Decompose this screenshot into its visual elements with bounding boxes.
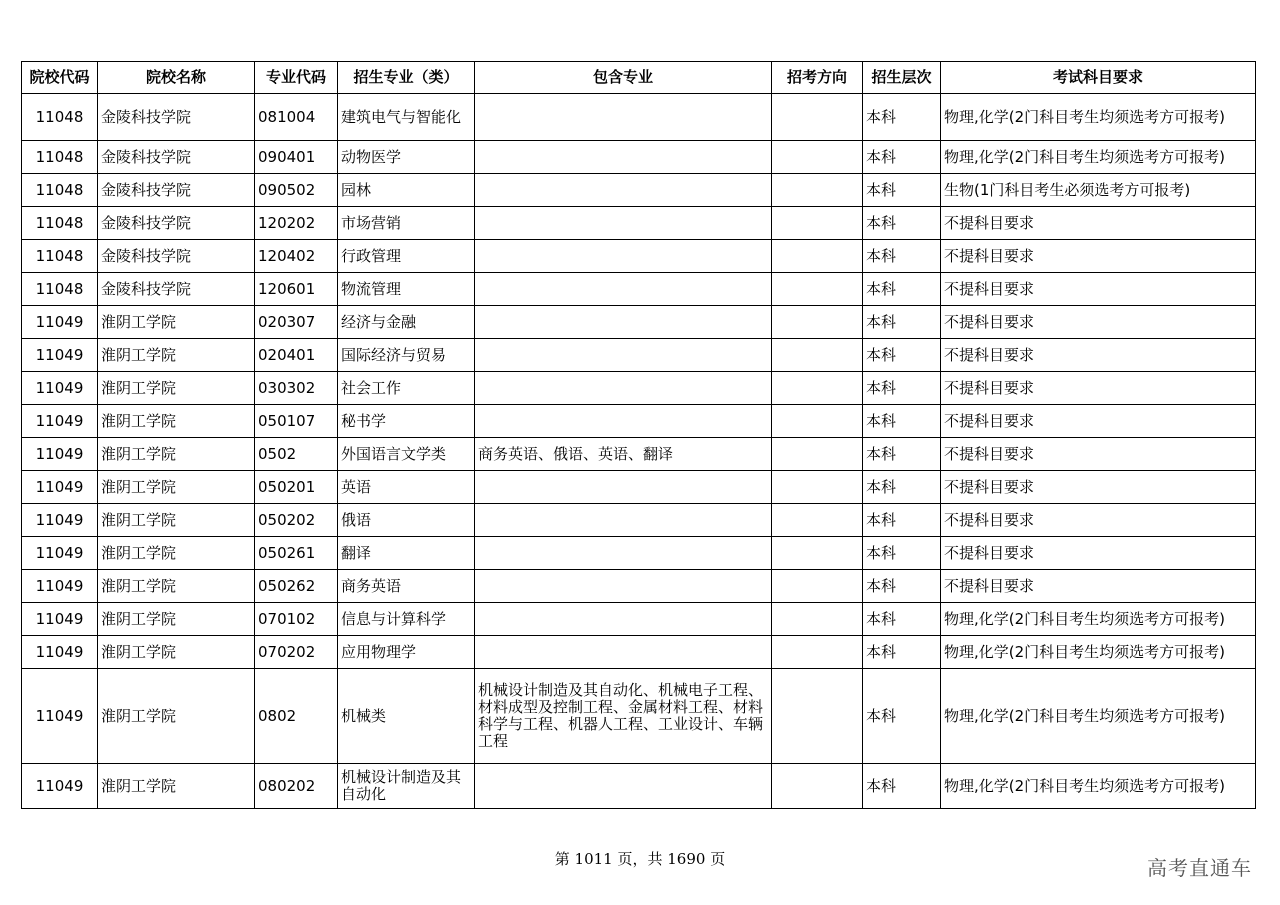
cell-level: 本科 [863, 94, 941, 141]
cell-major: 物流管理 [338, 273, 475, 306]
cell-school-code: 11049 [22, 504, 98, 537]
cell-included-majors [475, 764, 772, 809]
cell-direction [772, 764, 863, 809]
cell-included-majors [475, 94, 772, 141]
cell-major-code: 020307 [255, 306, 338, 339]
cell-included-majors [475, 141, 772, 174]
header-major: 招生专业（类） [338, 62, 475, 94]
cell-included-majors [475, 240, 772, 273]
cell-major: 俄语 [338, 504, 475, 537]
cell-major: 建筑电气与智能化 [338, 94, 475, 141]
cell-requirement: 不提科目要求 [941, 372, 1256, 405]
cell-school-name: 淮阴工学院 [98, 764, 255, 809]
cell-major: 机械类 [338, 669, 475, 764]
cell-major: 商务英语 [338, 570, 475, 603]
cell-school-name: 淮阴工学院 [98, 471, 255, 504]
table-row [22, 306, 1256, 339]
cell-major-code: 050202 [255, 504, 338, 537]
cell-school-code: 11049 [22, 405, 98, 438]
cell-level: 本科 [863, 207, 941, 240]
cell-school-name: 淮阴工学院 [98, 537, 255, 570]
cell-level: 本科 [863, 570, 941, 603]
cell-major: 外国语言文学类 [338, 438, 475, 471]
cell-level: 本科 [863, 471, 941, 504]
cell-included-majors [475, 537, 772, 570]
cell-included-majors [475, 471, 772, 504]
cell-school-name: 淮阴工学院 [98, 669, 255, 764]
cell-school-code: 11048 [22, 207, 98, 240]
cell-major-code: 081004 [255, 94, 338, 141]
page-number: 第 1011 页，共 1690 页 [554, 850, 726, 868]
cell-major: 动物医学 [338, 141, 475, 174]
admissions-table [21, 61, 1256, 809]
cell-major-code: 020401 [255, 339, 338, 372]
cell-major: 翻译 [338, 537, 475, 570]
cell-requirement: 不提科目要求 [941, 207, 1256, 240]
cell-requirement: 不提科目要求 [941, 504, 1256, 537]
cell-requirement: 物理,化学(2门科目考生均须选考方可报考) [941, 764, 1256, 809]
table-row [22, 405, 1256, 438]
cell-requirement: 物理,化学(2门科目考生均须选考方可报考) [941, 141, 1256, 174]
table-row [22, 141, 1256, 174]
cell-included-majors [475, 207, 772, 240]
cell-major-code: 090502 [255, 174, 338, 207]
cell-direction [772, 372, 863, 405]
table-row [22, 94, 1256, 141]
cell-school-name: 金陵科技学院 [98, 141, 255, 174]
cell-level: 本科 [863, 372, 941, 405]
header-included-majors: 包含专业 [475, 62, 772, 94]
cell-level: 本科 [863, 603, 941, 636]
cell-school-code: 11048 [22, 240, 98, 273]
cell-included-majors [475, 405, 772, 438]
table-row [22, 438, 1256, 471]
cell-major: 国际经济与贸易 [338, 339, 475, 372]
cell-school-code: 11048 [22, 141, 98, 174]
cell-included-majors: 机械设计制造及其自动化、机械电子工程、材料成型及控制工程、金属材料工程、材料科学与工程、机器人工程、工业设计、车辆工程 [475, 669, 772, 764]
cell-direction [772, 273, 863, 306]
cell-school-code: 11049 [22, 339, 98, 372]
cell-school-name: 淮阴工学院 [98, 603, 255, 636]
cell-requirement: 不提科目要求 [941, 240, 1256, 273]
cell-school-code: 11049 [22, 372, 98, 405]
cell-direction [772, 207, 863, 240]
cell-major: 园林 [338, 174, 475, 207]
cell-included-majors [475, 174, 772, 207]
header-school-code: 院校代码 [22, 62, 98, 94]
header-major-code: 专业代码 [255, 62, 338, 94]
table-row [22, 636, 1256, 669]
cell-major: 市场营销 [338, 207, 475, 240]
cell-major-code: 070102 [255, 603, 338, 636]
header-level: 招生层次 [863, 62, 941, 94]
table-row [22, 240, 1256, 273]
cell-direction [772, 537, 863, 570]
cell-level: 本科 [863, 504, 941, 537]
table-row [22, 207, 1256, 240]
cell-school-code: 11048 [22, 174, 98, 207]
cell-school-code: 11049 [22, 764, 98, 809]
cell-school-name: 淮阴工学院 [98, 438, 255, 471]
table-row [22, 471, 1256, 504]
cell-school-name: 金陵科技学院 [98, 174, 255, 207]
cell-included-majors [475, 570, 772, 603]
cell-major-code: 0502 [255, 438, 338, 471]
cell-included-majors [475, 273, 772, 306]
cell-level: 本科 [863, 141, 941, 174]
cell-major-code: 050261 [255, 537, 338, 570]
cell-school-code: 11048 [22, 94, 98, 141]
cell-school-name: 金陵科技学院 [98, 273, 255, 306]
cell-major: 经济与金融 [338, 306, 475, 339]
cell-school-code: 11049 [22, 636, 98, 669]
cell-major: 行政管理 [338, 240, 475, 273]
cell-school-name: 金陵科技学院 [98, 240, 255, 273]
cell-requirement: 不提科目要求 [941, 570, 1256, 603]
cell-requirement: 不提科目要求 [941, 339, 1256, 372]
cell-direction [772, 141, 863, 174]
cell-major-code: 050262 [255, 570, 338, 603]
cell-requirement: 不提科目要求 [941, 438, 1256, 471]
cell-requirement: 不提科目要求 [941, 537, 1256, 570]
cell-school-name: 淮阴工学院 [98, 306, 255, 339]
cell-school-code: 11049 [22, 603, 98, 636]
table-row [22, 372, 1256, 405]
cell-requirement: 不提科目要求 [941, 405, 1256, 438]
cell-major-code: 030302 [255, 372, 338, 405]
cell-requirement: 物理,化学(2门科目考生均须选考方可报考) [941, 669, 1256, 764]
table-row [22, 273, 1256, 306]
table-row [22, 537, 1256, 570]
table-row [22, 570, 1256, 603]
cell-requirement: 不提科目要求 [941, 273, 1256, 306]
cell-direction [772, 471, 863, 504]
cell-direction [772, 438, 863, 471]
cell-level: 本科 [863, 636, 941, 669]
cell-level: 本科 [863, 537, 941, 570]
cell-school-code: 11049 [22, 669, 98, 764]
cell-major-code: 070202 [255, 636, 338, 669]
cell-major-code: 120402 [255, 240, 338, 273]
cell-major: 机械设计制造及其自动化 [338, 764, 475, 809]
cell-major-code: 090401 [255, 141, 338, 174]
cell-level: 本科 [863, 438, 941, 471]
cell-included-majors [475, 636, 772, 669]
cell-school-name: 金陵科技学院 [98, 94, 255, 141]
cell-major-code: 050201 [255, 471, 338, 504]
cell-direction [772, 669, 863, 764]
cell-major-code: 120601 [255, 273, 338, 306]
cell-level: 本科 [863, 339, 941, 372]
cell-direction [772, 174, 863, 207]
cell-major: 应用物理学 [338, 636, 475, 669]
cell-level: 本科 [863, 669, 941, 764]
cell-included-majors: 商务英语、俄语、英语、翻译 [475, 438, 772, 471]
cell-level: 本科 [863, 273, 941, 306]
cell-school-name: 淮阴工学院 [98, 339, 255, 372]
cell-requirement: 生物(1门科目考生必须选考方可报考) [941, 174, 1256, 207]
cell-school-code: 11049 [22, 438, 98, 471]
cell-included-majors [475, 306, 772, 339]
cell-requirement: 不提科目要求 [941, 306, 1256, 339]
cell-school-code: 11049 [22, 537, 98, 570]
cell-school-name: 淮阴工学院 [98, 504, 255, 537]
cell-included-majors [475, 372, 772, 405]
watermark-text: 高考直通车 [1147, 856, 1252, 880]
cell-school-name: 金陵科技学院 [98, 207, 255, 240]
cell-major-code: 120202 [255, 207, 338, 240]
cell-school-name: 淮阴工学院 [98, 405, 255, 438]
header-school-name: 院校名称 [98, 62, 255, 94]
cell-school-name: 淮阴工学院 [98, 570, 255, 603]
cell-school-name: 淮阴工学院 [98, 372, 255, 405]
cell-level: 本科 [863, 764, 941, 809]
cell-school-code: 11049 [22, 471, 98, 504]
cell-level: 本科 [863, 306, 941, 339]
cell-direction [772, 240, 863, 273]
cell-school-code: 11049 [22, 306, 98, 339]
header-requirement: 考试科目要求 [941, 62, 1256, 94]
cell-school-code: 11048 [22, 273, 98, 306]
cell-requirement: 物理,化学(2门科目考生均须选考方可报考) [941, 636, 1256, 669]
cell-requirement: 物理,化学(2门科目考生均须选考方可报考) [941, 603, 1256, 636]
table-row [22, 504, 1256, 537]
cell-school-code: 11049 [22, 570, 98, 603]
cell-requirement: 不提科目要求 [941, 471, 1256, 504]
table-header-row [22, 62, 1256, 94]
cell-included-majors [475, 603, 772, 636]
table-row [22, 764, 1256, 809]
cell-major: 社会工作 [338, 372, 475, 405]
header-direction: 招考方向 [772, 62, 863, 94]
cell-direction [772, 94, 863, 141]
cell-requirement: 物理,化学(2门科目考生均须选考方可报考) [941, 94, 1256, 141]
cell-direction [772, 405, 863, 438]
cell-level: 本科 [863, 174, 941, 207]
cell-major: 英语 [338, 471, 475, 504]
cell-direction [772, 636, 863, 669]
cell-school-name: 淮阴工学院 [98, 636, 255, 669]
table-row [22, 339, 1256, 372]
cell-major: 信息与计算科学 [338, 603, 475, 636]
cell-direction [772, 570, 863, 603]
cell-direction [772, 306, 863, 339]
table-row [22, 174, 1256, 207]
table-row [22, 603, 1256, 636]
cell-major-code: 080202 [255, 764, 338, 809]
cell-major: 秘书学 [338, 405, 475, 438]
table-row [22, 669, 1256, 764]
cell-major-code: 050107 [255, 405, 338, 438]
cell-included-majors [475, 504, 772, 537]
cell-direction [772, 339, 863, 372]
cell-level: 本科 [863, 240, 941, 273]
cell-major-code: 0802 [255, 669, 338, 764]
cell-included-majors [475, 339, 772, 372]
cell-direction [772, 603, 863, 636]
cell-level: 本科 [863, 405, 941, 438]
cell-direction [772, 504, 863, 537]
